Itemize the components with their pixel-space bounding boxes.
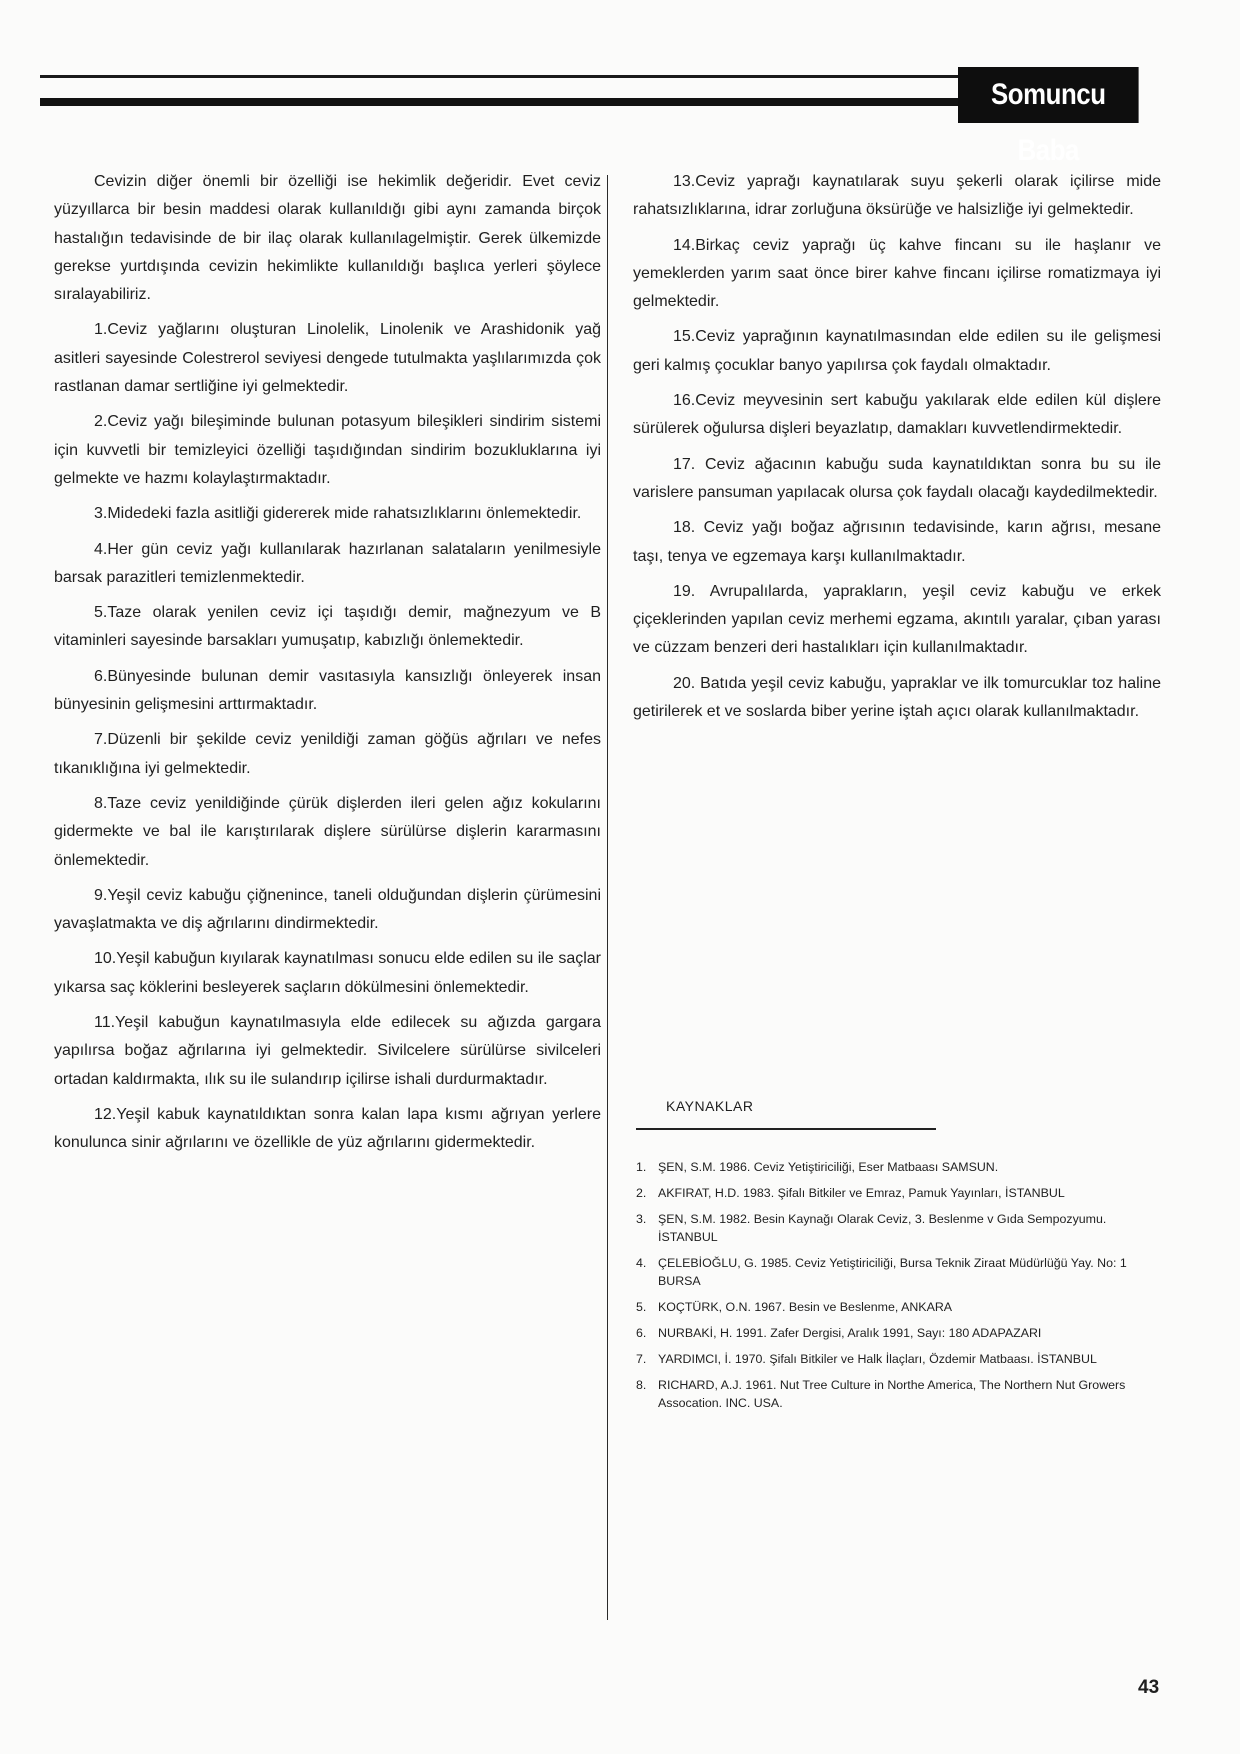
paragraph: 4.Her gün ceviz yağı kullanılarak hazırlanan salataların yenilmesiyle barsak parazitleri temizlenmektedir. xyxy=(54,540,601,586)
reference-text: RICHARD, A.J. 1961. Nut Tree Culture in Northe America, The Northern Nut Growers Assocation. INC. USA. xyxy=(658,1378,1126,1410)
header-rule-thick xyxy=(40,98,970,106)
reference-item xyxy=(636,1324,1161,1342)
paragraph: 12.Yeşil kabuk kaynatıldıktan sonra kalan lapa kısmı ağrıyan yerlere konulunca sinir ağrılarını ve özellikle de yüz ağrılarını gidermektedir. xyxy=(54,1105,601,1152)
paragraph: 16.Ceviz meyvesinin sert kabuğu yakılarak elde edilen kül dişlere sürülerek oğulursa dişleri beyazlatıp, damakları kuvvetlendirmektedir. xyxy=(633,392,1161,438)
page-number: 43 xyxy=(1138,1677,1160,1698)
reference-item xyxy=(636,1298,1161,1316)
reference-item xyxy=(636,1158,1161,1176)
paragraph: 13.Ceviz yaprağı kaynatılarak suyu şekerli olarak içilirse mide rahatsızlıklarına, idrar zorluğuna öksürüğe ve halsizliğe iyi gelmektedir. xyxy=(633,173,1161,219)
references-title: KAYNAKLAR xyxy=(666,1098,754,1114)
reference-number: 8. xyxy=(636,1378,647,1392)
reference-number: 6. xyxy=(636,1326,647,1340)
header-rule-thin xyxy=(40,75,970,78)
paragraph: 2.Ceviz yağı bileşiminde bulunan potasyum bileşikleri sindirim sistemi için kuvvetli bir temizleyici özelliği taşıdığından sindirim bozukluklarına iyi gelmekte ve hazmı kolaylaştırmaktadır. xyxy=(54,413,601,487)
right-column xyxy=(633,168,1161,733)
references-section xyxy=(636,1098,1161,1420)
paragraph: 17. Ceviz ağacının kabuğu suda kaynatıldıktan sonra bu su ile varislere pansuman yapılacak olursa çok faydalı olacağı kaydedilmektedir. xyxy=(633,455,1161,501)
reference-item xyxy=(636,1350,1161,1368)
paragraph: 8.Taze ceviz yenildiğinde çürük dişlerden ileri gelen ağız kokularını gidermekte ve bal ile karıştırılarak dişlere sürülürse dişlerin kararmasını önlemektedir. xyxy=(54,794,601,869)
reference-number: 1. xyxy=(636,1160,647,1174)
paragraph: Cevizin diğer önemli bir özelliği ise hekimlik değeridir. Evet ceviz yüzyıllarca bir besin maddesi olarak kullanıldığı gibi aynı zamanda birçok hastalığın tedavisinde de bir ilaç olarak kullanılagelmiştir. Gerek ülkemizde gerekse yurtdışında cevizin hekimlikte kullanıldığı başlıca yerleri şöylece sıralayabiliriz. xyxy=(54,173,601,304)
reference-number: 3. xyxy=(636,1212,647,1226)
paragraph: 15.Ceviz yaprağının kaynatılmasından elde edilen su ile gelişmesi geri kalmış çocuklar banyo yapılırsa çok faydalı olmaktadır. xyxy=(633,328,1161,374)
left-column xyxy=(54,168,601,1165)
reference-text: NURBAKİ, H. 1991. Zafer Dergisi, Aralık 1991, Sayı: 180 ADAPAZARI xyxy=(658,1326,1042,1340)
paragraph: 9.Yeşil ceviz kabuğu çiğnenince, taneli olduğundan dişlerin çürümesini yavaşlatmakta ve diş ağrılarını dindirmektedir. xyxy=(54,886,601,933)
references-list xyxy=(636,1158,1161,1412)
paragraph: 14.Birkaç ceviz yaprağı üç kahve fincanı su ile haşlanır ve yemeklerden yarım saat önce birer kahve fincanı içilirse romatizmaya iyi gelmektedir. xyxy=(633,236,1161,311)
paragraph: 3.Midedeki fazla asitliği gidererek mide rahatsızlıklarını önlemektedir. xyxy=(94,505,582,523)
paragraph: 19. Avrupalılarda, yaprakların, yeşil ceviz kabuğu ve erkek çiçeklerinden yapılan ceviz merhemi egzama, akıntılı yaralar, çıban yarası ve cüzzam benzeri deri hastalıkları için kullanılmaktadır. xyxy=(633,582,1161,657)
paragraph: 1.Ceviz yağlarını oluşturan Linolelik, Linolenik ve Arashidonik yağ asitleri sayesinde Colestrerol seviyesi dengede tutulmakta yaşlılarımızda çok rastlanan damar sertliğine iyi gelmektedir. xyxy=(54,321,601,396)
paragraph: 20. Batıda yeşil ceviz kabuğu, yapraklar ve ilk tomurcuklar toz haline getirilerek et ve soslarda biber yerine iştah açıcı olarak kullanılmaktadır. xyxy=(633,674,1161,721)
paragraph: 10.Yeşil kabuğun kıyılarak kaynatılması sonucu elde edilen su ile saçlar yıkarsa saç köklerini besleyerek saçların dökülmesini önlemektedir. xyxy=(54,950,601,996)
reference-number: 5. xyxy=(636,1300,647,1314)
reference-item xyxy=(636,1210,1161,1246)
reference-text: AKFIRAT, H.D. 1983. Şifalı Bitkiler ve Emraz, Pamuk Yayınları, İSTANBUL xyxy=(658,1186,1065,1200)
reference-text: ŞEN, S.M. 1982. Besin Kaynağı Olarak Ceviz, 3. Beslenme v Gıda Sempozyumu. İSTANBUL xyxy=(658,1212,1107,1244)
reference-text: ÇELEBİOĞLU, G. 1985. Ceviz Yetiştiriciliği, Bursa Teknik Ziraat Müdürlüğü Yay. No: 1 BURSA xyxy=(658,1256,1127,1288)
reference-item xyxy=(636,1254,1161,1290)
paragraph: 6.Bünyesinde bulunan demir vasıtasıyla kansızlığı önleyerek insan bünyesinin gelişmesini arttırmaktadır. xyxy=(54,667,601,714)
reference-text: KOÇTÜRK, O.N. 1967. Besin ve Beslenme, ANKARA xyxy=(658,1300,953,1314)
column-divider xyxy=(607,175,608,1620)
paragraph: 11.Yeşil kabuğun kaynatılmasıyla elde edilecek su ağızda gargara yapılırsa boğaz ağrılarına iyi gelmektedir. Sivilcelere sürülürse sivilceleri ortadan kaldırmakta, ılık su ile sulandırıp içilirse ishali durdurmaktadır. xyxy=(54,1014,601,1088)
paragraph: 5.Taze olarak yenilen ceviz içi taşıdığı demir, mağnezyum ve B vitaminleri sayesinde barsakları yumuşatıp, kabızlığı önlemektedir. xyxy=(54,604,601,650)
reference-text: YARDIMCI, İ. 1970. Şifalı Bitkiler ve Halk İlaçları, Özdemir Matbaası. İSTANBUL xyxy=(658,1352,1097,1366)
references-rule xyxy=(636,1128,936,1130)
reference-item xyxy=(636,1184,1161,1202)
brand-banner: Somuncu Baba xyxy=(958,67,1139,123)
reference-text: ŞEN, S.M. 1986. Ceviz Yetiştiriciliği, Eser Matbaası SAMSUN. xyxy=(658,1160,999,1174)
reference-number: 2. xyxy=(636,1186,647,1200)
reference-item xyxy=(636,1376,1161,1412)
paragraph: 7.Düzenli bir şekilde ceviz yenildiği zaman göğüs ağrıları ve nefes tıkanıklığına iyi gelmektedir. xyxy=(54,731,601,777)
reference-number: 7. xyxy=(636,1352,647,1366)
reference-number: 4. xyxy=(636,1256,647,1270)
paragraph: 18. Ceviz yağı boğaz ağrısının tedavisinde, karın ağrısı, mesane taşı, tenya ve egzemaya karşı kullanılmaktadır. xyxy=(633,519,1161,565)
